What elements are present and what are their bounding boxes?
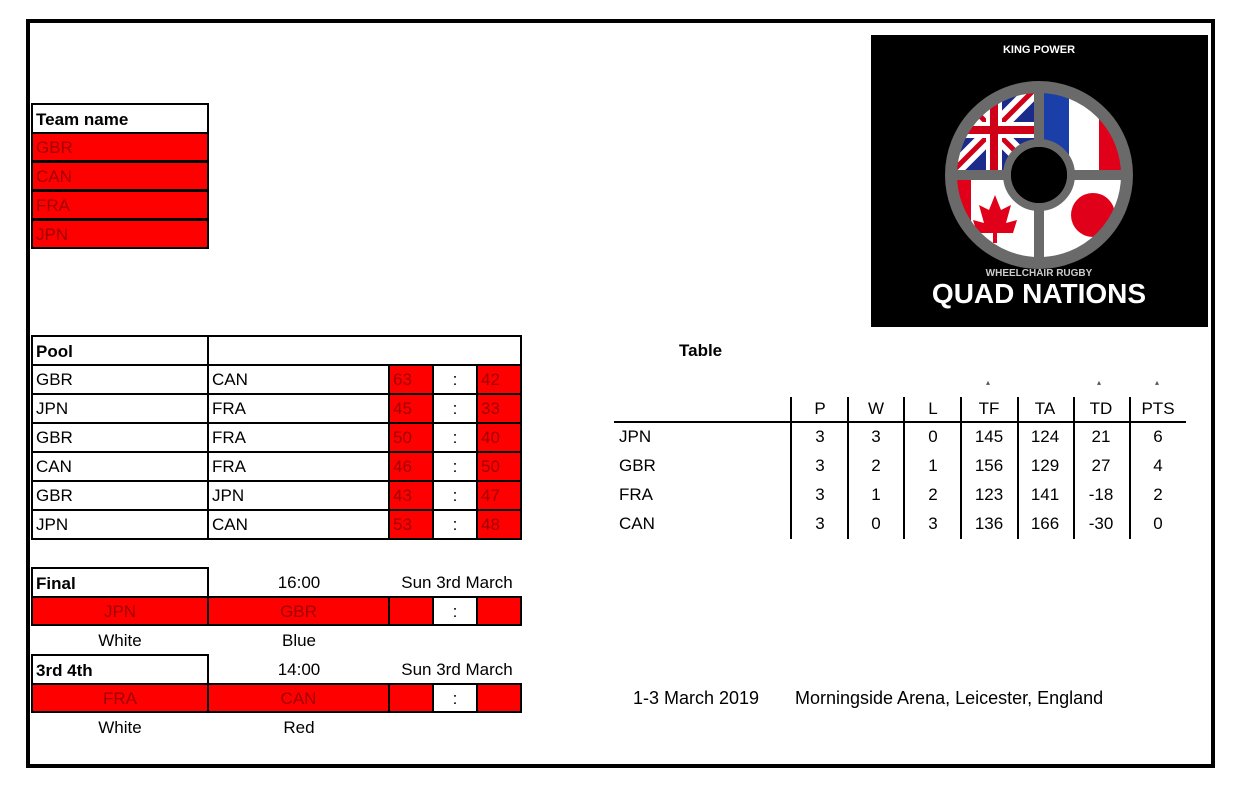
third-fourth-away-score[interactable] <box>476 683 522 713</box>
standings-col-rule <box>960 397 962 539</box>
standings-cell: 1 <box>928 456 938 475</box>
standings-col-rule <box>903 397 905 539</box>
third-fourth-home-kit: White <box>98 718 142 737</box>
standings-cell: 6 <box>1153 427 1163 446</box>
standings-cell: 156 <box>974 456 1004 475</box>
pool-home-team: GBR <box>31 480 209 511</box>
final-time: 16:00 <box>277 573 321 592</box>
final-date: Sun 3rd March <box>401 573 513 592</box>
standings-col-rule <box>1073 397 1075 539</box>
pool-score-separator: : <box>432 422 478 453</box>
pool-home-team: GBR <box>31 422 209 453</box>
logo-title: QUAD NATIONS <box>931 278 1147 309</box>
pool-home-team: GBR <box>31 364 209 395</box>
standings-col-header: P <box>814 399 826 418</box>
third-fourth-date: Sun 3rd March <box>401 660 513 679</box>
final-away-kit: Blue <box>281 631 317 650</box>
pool-score-separator: : <box>432 364 478 395</box>
pool-away-score[interactable]: 40 <box>476 422 522 453</box>
standings-cell: 141 <box>1030 485 1060 504</box>
standings-team: CAN <box>619 514 655 533</box>
pool-home-score[interactable]: 43 <box>388 480 434 511</box>
team-cell[interactable]: JPN <box>31 219 209 249</box>
standings-col-header: L <box>928 399 938 418</box>
standings-cell: 3 <box>815 427 825 446</box>
third-fourth-home-score[interactable] <box>388 683 434 713</box>
event-dates: 1-3 March 2019 <box>633 688 760 708</box>
standings-col-header: PTS <box>1141 399 1175 418</box>
third-fourth-away-team[interactable]: CAN <box>207 683 390 713</box>
third-fourth-label: 3rd 4th <box>31 654 209 685</box>
quad-nations-logo <box>871 35 1208 327</box>
pool-away-score[interactable]: 42 <box>476 364 522 395</box>
standings-cell: 2 <box>1153 485 1163 504</box>
third-fourth-time: 14:00 <box>277 660 321 679</box>
pool-home-score[interactable]: 50 <box>388 422 434 453</box>
logo-sponsor: KING POWER <box>1002 44 1076 56</box>
final-score-separator: : <box>432 596 478 626</box>
standings-cell: 3 <box>815 456 825 475</box>
pool-score-separator: : <box>432 509 478 540</box>
standings-cell: 124 <box>1030 427 1060 446</box>
pool-away-team: FRA <box>207 422 390 453</box>
pool-score-separator: : <box>432 480 478 511</box>
standings-col-rule <box>1017 397 1019 539</box>
standings-header-rule <box>614 421 1186 423</box>
standings-cell: 4 <box>1153 456 1163 475</box>
final-home-team[interactable]: JPN <box>31 596 209 626</box>
pool-home-score[interactable]: 63 <box>388 364 434 395</box>
standings-cell: 129 <box>1030 456 1060 475</box>
standings-title: Table <box>679 341 723 360</box>
pool-away-team: JPN <box>207 480 390 511</box>
standings-cell: -18 <box>1088 485 1114 504</box>
tick-mark: ▴ <box>986 378 991 387</box>
standings-cell: 145 <box>974 427 1004 446</box>
pool-header-blank <box>207 335 522 366</box>
final-label: Final <box>31 567 209 598</box>
pool-away-team: CAN <box>207 364 390 395</box>
standings-col-header: TF <box>978 399 1000 418</box>
standings-cell: -30 <box>1088 514 1114 533</box>
standings-col-header: TA <box>1034 399 1056 418</box>
logo-graphic <box>871 35 1208 327</box>
standings-team: GBR <box>619 456 656 475</box>
standings-cell: 21 <box>1091 427 1111 446</box>
pool-home-score[interactable]: 46 <box>388 451 434 482</box>
final-away-team[interactable]: GBR <box>207 596 390 626</box>
standings-cell: 3 <box>928 514 938 533</box>
standings-col-header: W <box>867 399 885 418</box>
standings-cell: 0 <box>1153 514 1163 533</box>
pool-score-separator: : <box>432 451 478 482</box>
logo-subtitle: WHEELCHAIR RUGBY <box>985 268 1093 279</box>
third-fourth-score-separator: : <box>432 683 478 713</box>
standings-cell: 2 <box>928 485 938 504</box>
final-home-kit: White <box>98 631 142 650</box>
pool-home-team: JPN <box>31 393 209 424</box>
standings-cell: 27 <box>1091 456 1111 475</box>
standings-col-rule <box>1129 397 1131 539</box>
pool-away-score[interactable]: 47 <box>476 480 522 511</box>
pool-home-team: JPN <box>31 509 209 540</box>
pool-away-team: CAN <box>207 509 390 540</box>
standings-cell: 136 <box>974 514 1004 533</box>
team-cell[interactable]: GBR <box>31 132 209 162</box>
standings-col-rule <box>790 397 792 539</box>
pool-away-team: FRA <box>207 451 390 482</box>
standings-team: JPN <box>619 427 652 446</box>
third-fourth-away-kit: Red <box>283 718 315 737</box>
pool-away-team: FRA <box>207 393 390 424</box>
pool-away-score[interactable]: 48 <box>476 509 522 540</box>
standings-col-header: TD <box>1089 399 1113 418</box>
standings-cell: 123 <box>974 485 1004 504</box>
standings-cell: 3 <box>815 485 825 504</box>
standings-team: FRA <box>619 485 653 504</box>
pool-header: Pool <box>31 335 209 366</box>
standings-cell: 3 <box>871 427 881 446</box>
pool-away-score[interactable]: 50 <box>476 451 522 482</box>
team-cell[interactable]: CAN <box>31 161 209 191</box>
event-venue: Morningside Arena, Leicester, England <box>795 688 1104 708</box>
standings-cell: 1 <box>871 485 881 504</box>
standings-col-rule <box>847 397 849 539</box>
final-home-score[interactable] <box>388 596 434 626</box>
team-cell[interactable]: FRA <box>31 190 209 220</box>
third-fourth-home-team[interactable]: FRA <box>31 683 209 713</box>
pool-score-separator: : <box>432 393 478 424</box>
standings-cell: 0 <box>871 514 881 533</box>
tick-mark: ▴ <box>1155 378 1160 387</box>
standings-cell: 2 <box>871 456 881 475</box>
team-name-header: Team name <box>31 103 209 134</box>
standings-cell: 166 <box>1030 514 1060 533</box>
standings-cell: 3 <box>815 514 825 533</box>
pool-away-score[interactable]: 33 <box>476 393 522 424</box>
pool-home-team: CAN <box>31 451 209 482</box>
final-away-score[interactable] <box>476 596 522 626</box>
tick-mark: ▴ <box>1097 378 1102 387</box>
standings-cell: 0 <box>928 427 938 446</box>
pool-home-score[interactable]: 45 <box>388 393 434 424</box>
pool-home-score[interactable]: 53 <box>388 509 434 540</box>
